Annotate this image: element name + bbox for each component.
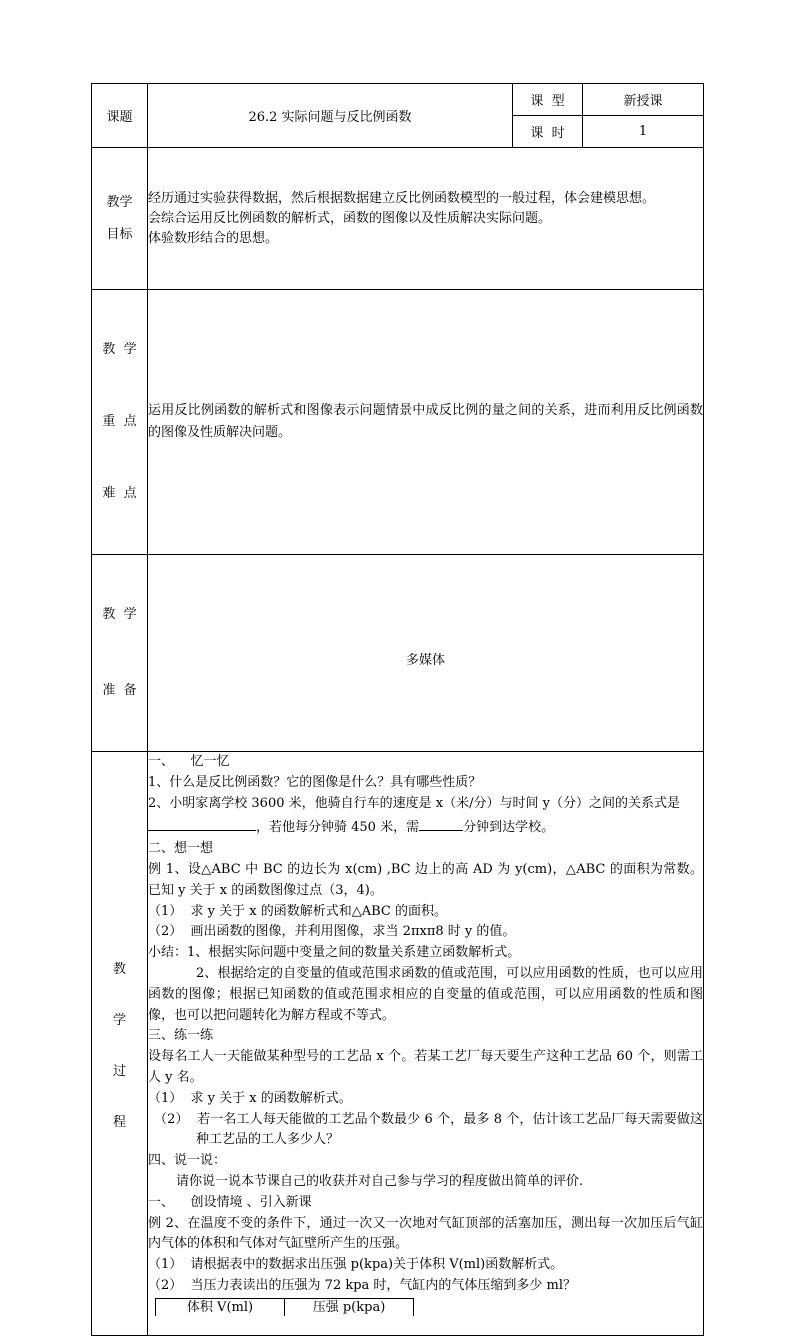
example-2-part-1: （1） 请根据表中的数据求出压强 p(kpa)关于体积 V(ml)函数解析式。 xyxy=(148,1257,564,1273)
focus-label xyxy=(92,290,148,555)
volume-pressure-table xyxy=(155,1298,414,1316)
focus-text: 运用反比例函数的解析式和图像表示问题情景中成反比例的量之间的关系，进而利用反比例函数的图像及性质解决问题。 xyxy=(148,403,703,440)
example-1: 例 1、设△ABC 中 BC 的边长为 x(cm) ,BC 边上的高 AD 为 y(cm)，△ABC 的面积为常数。已知 y 关于 x 的函数图像过点（3，4)。 xyxy=(148,861,703,898)
lesson-type-value: 新授课 xyxy=(583,84,704,116)
example-1-part-1: （1） 求 y 关于 x 的函数解析式和△ABC 的面积。 xyxy=(148,903,448,919)
example-2: 例 2、在温度不变的条件下，通过一次又一次地对气缸顶部的活塞加压，测出每一次加压后气缸内气体的体积和气体对气缸壁所产生的压强。 xyxy=(148,1215,703,1252)
practice-part-2: （2） 若一名工人每天能做的工艺品个数最少 6 个，最多 8 个，估计该工艺品厂每天需要做这种工艺品的工人多少人？ xyxy=(154,1111,703,1148)
section-recall-title: 一、 忆一忆 xyxy=(148,754,230,769)
prep-label-line1: 教 学 xyxy=(102,607,137,622)
focus-label-line2: 重 点 xyxy=(102,414,137,429)
example-2-part-2: （2） 当压力表读出的压强为 72 kpa 时，气缸内的气体压缩到多少 ml？ xyxy=(148,1277,577,1293)
focus-label-line1: 教 学 xyxy=(102,342,137,357)
process-label-char: 程 xyxy=(112,1114,126,1130)
focus-label-line3: 难 点 xyxy=(102,486,137,501)
question-2: 2、小明家离学校 3600 米，他骑自行车的速度是 x（米/分）与时间 y（分）之间的关系式是 xyxy=(148,795,680,811)
topic-title: 26.2 实际问题与反比例函数 xyxy=(148,84,513,148)
process-label-char: 学 xyxy=(112,1012,126,1028)
prep-value: 多媒体 xyxy=(148,555,704,752)
prep-label-line2: 准 备 xyxy=(102,683,137,698)
section-practice-title: 三、练一练 xyxy=(148,1028,214,1044)
example-1-part-2: （2） 画出函数的图像，并利用图像，求当 2πxπ8 时 y 的值。 xyxy=(148,924,516,940)
goal-line: 经历通过实验获得数据，然后根据数据建立反比例函数模型的一般过程，体会建模思想。 xyxy=(148,190,656,206)
prep-label xyxy=(92,555,148,752)
process-content xyxy=(148,752,704,1336)
table-header-pressure: 压强 p(kpa) xyxy=(285,1298,414,1316)
section-say-text: 请你说一说本节课自己的收获并对自己参与学习的程度做出简单的评价. xyxy=(176,1173,584,1189)
process-label-char: 过 xyxy=(112,1063,126,1079)
lesson-plan-table xyxy=(91,83,704,1336)
practice-part-1: （1） 求 y 关于 x 的函数解析式。 xyxy=(148,1090,352,1106)
goals-content xyxy=(148,148,704,290)
focus-content xyxy=(148,290,704,555)
process-label-char: 教 xyxy=(112,961,126,977)
answer-blank xyxy=(419,830,463,831)
goal-line: 会综合运用反比例函数的解析式，函数的图像以及性质解决实际问题。 xyxy=(148,210,552,226)
answer-blank xyxy=(148,830,256,831)
section-think-title: 二、想一想 xyxy=(148,841,214,857)
practice-problem: 设每名工人一天能做某种型号的工艺品 x 个。若某工艺厂每天要生产这种工艺品 60 个，则需工人 y 名。 xyxy=(148,1049,703,1085)
section-intro-title: 一、 创设情境 、引入新课 xyxy=(148,1194,312,1210)
summary-1: 小结：1、根据实际问题中变量之间的数量关系建立函数解析式。 xyxy=(148,945,521,961)
question-2-continued xyxy=(148,818,703,839)
goal-line: 体验数形结合的思想。 xyxy=(148,230,279,246)
question-2-end: 分钟到达学校。 xyxy=(463,820,555,836)
topic-label: 课题 xyxy=(92,84,148,148)
lesson-hours-value: 1 xyxy=(583,116,704,148)
section-say-title: 四、说一说： xyxy=(148,1153,227,1169)
table-header-volume: 体积 V(ml) xyxy=(156,1298,285,1316)
question-2-mid: ，若他每分钟骑 450 米，需 xyxy=(256,820,420,836)
question-1: 1、什么是反比例函数？它的图像是什么？具有哪些性质？ xyxy=(148,774,482,790)
goals-label-line1: 教学 xyxy=(106,194,133,210)
process-label xyxy=(92,752,148,1336)
summary-2: 2、根据给定的自变量的值或范围求函数的值或范围，可以应用函数的性质，也可以应用函数的图像；根据已知函数的值或范围求相应的自变量的值或范围，可以应用函数的性质和图像，也可以把问题转化为解方程或不等式。 xyxy=(148,965,703,1023)
lesson-hours-label: 课 时 xyxy=(513,116,583,148)
lesson-type-label: 课 型 xyxy=(513,84,583,116)
goals-label-line2: 目标 xyxy=(106,226,133,242)
goals-label xyxy=(92,148,148,290)
